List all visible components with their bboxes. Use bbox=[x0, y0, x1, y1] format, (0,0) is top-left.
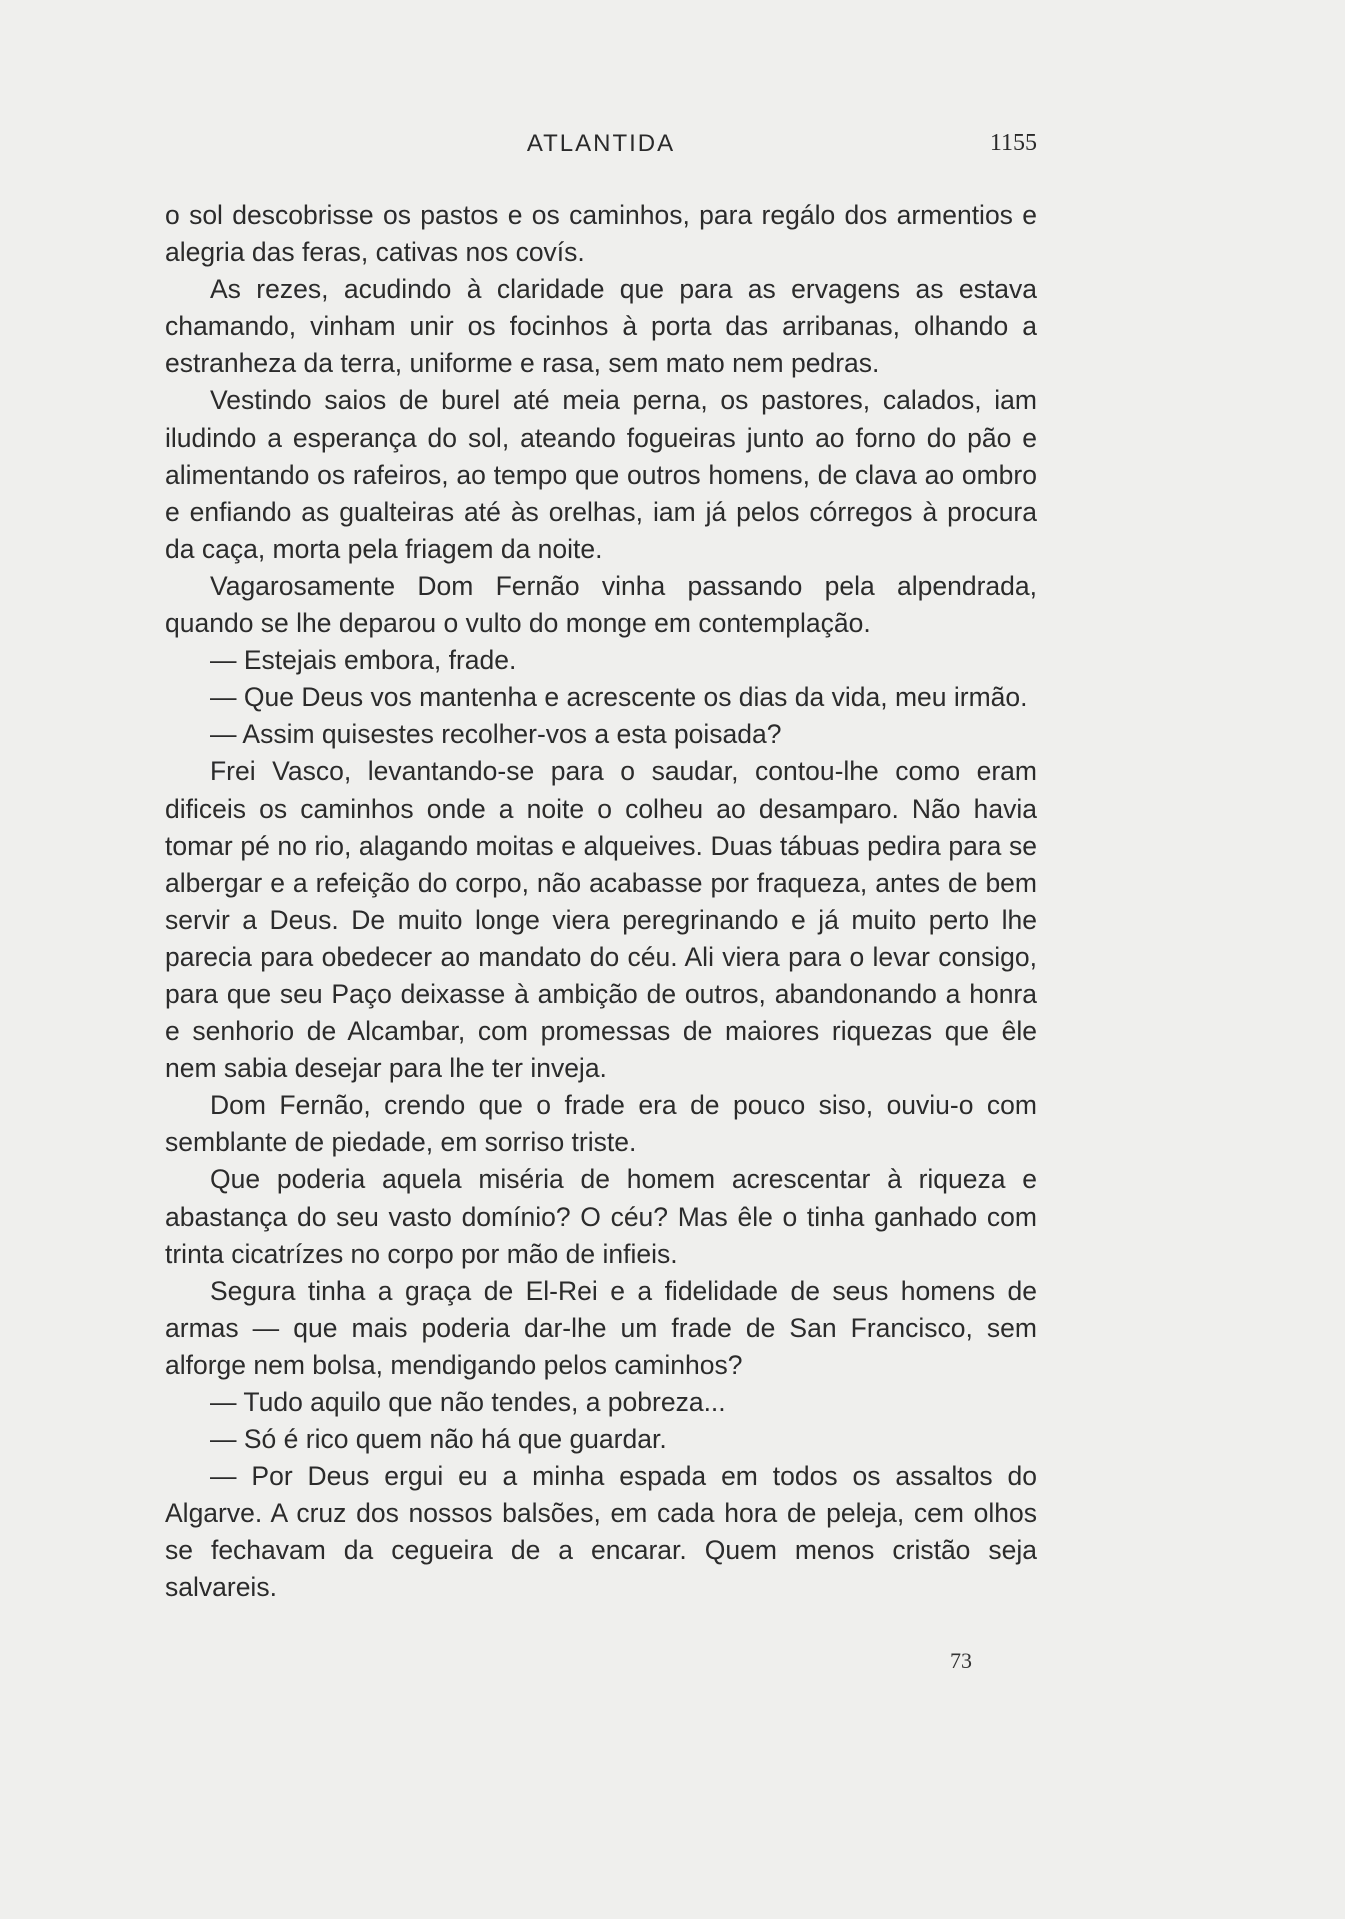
page-number-top: 1155 bbox=[989, 130, 1037, 156]
paragraph: — Tudo aquilo que não tendes, a pobreza... bbox=[210, 1387, 726, 1417]
paragraph: o sol descobrisse os pastos e os caminhos, para regálo dos armentios e alegria das feras, cativas nos covís. bbox=[165, 200, 1037, 268]
paragraph: — Assim quisestes recolher-vos a esta poisada? bbox=[210, 719, 782, 750]
paragraph: Dom Fernão, crendo que o frade era de pouco siso, ouviu-o com semblante de piedade, em sorriso triste. bbox=[165, 1090, 1037, 1158]
running-title: ATLANTIDA bbox=[526, 130, 676, 157]
paragraph: — Só é rico quem não há que guardar. bbox=[210, 1424, 667, 1455]
page-number-bottom: 73 bbox=[950, 1648, 972, 1673]
paragraph: — Que Deus vos mantenha e acrescente os dias da vida, meu irmão. bbox=[210, 682, 1028, 713]
paragraph: — Por Deus ergui eu a minha espada em todos os assaltos do Algarve. A cruz dos nossos balsões, em cada hora de peleja, cem olhos se fechavam da cegueira de a encarar. Quem menos cristão seja salvareis. bbox=[165, 1461, 1037, 1603]
body-text bbox=[165, 197, 1037, 1607]
paragraph: Vestindo saios de burel até meia perna, os pastores, calados, iam iludindo a esperança do sol, ateando fogueiras junto ao forno do pão e alimentando os rafeiros, ao tempo que outros homens, de clava ao ombro e enfiando as gualteiras até às orelhas, iam já pelos córregos à procura da caça, morta pela friagem da noite. bbox=[165, 385, 1037, 564]
paragraph: Que poderia aquela miséria de homem acrescentar à riqueza e abastança do seu vasto domínio? O céu? Mas êle o tinha ganhado com trinta cicatrízes no corpo por mão de infieis. bbox=[165, 1164, 1037, 1269]
page-header bbox=[165, 130, 1037, 166]
paragraph: Segura tinha a graça de El-Rei e a fidelidade de seus homens de armas — que mais poderia dar-lhe um frade de San Francisco, sem alforge nem bolsa, mendigando pelos caminhos? bbox=[165, 1275, 1037, 1380]
paragraph: — Estejais embora, frade. bbox=[210, 645, 517, 676]
paragraph: As rezes, acudindo à claridade que para as ervagens as estava chamando, vinham unir os focinhos à porta das arribanas, olhando a estranheza da terra, uniforme e rasa, sem mato nem pedras. bbox=[165, 274, 1037, 379]
paragraph: Vagarosamente Dom Fernão vinha passando pela alpendrada, quando se lhe deparou o vulto do monge em contemplação. bbox=[165, 570, 1037, 639]
paragraph: Frei Vasco, levantando-se para o saudar, contou-lhe como eram dificeis os caminhos onde a noite o colheu ao desamparo. Não havia tomar pé no rio, alagando moitas e alqueives. Duas tábuas pedira para se albergar e a refeição do corpo, não acabasse por fraqueza, antes de bem servir a Deus. De muito longe viera peregrinando e já muito perto lhe parecia para obedecer ao mandato do céu. Ali viera para o levar consigo, para que seu Paço deixasse à ambição de outros, abandonando a honra e senhorio de Alcambar, com promessas de maiores riquezas que êle nem sabia desejar para lhe ter inveja. bbox=[165, 756, 1037, 1084]
